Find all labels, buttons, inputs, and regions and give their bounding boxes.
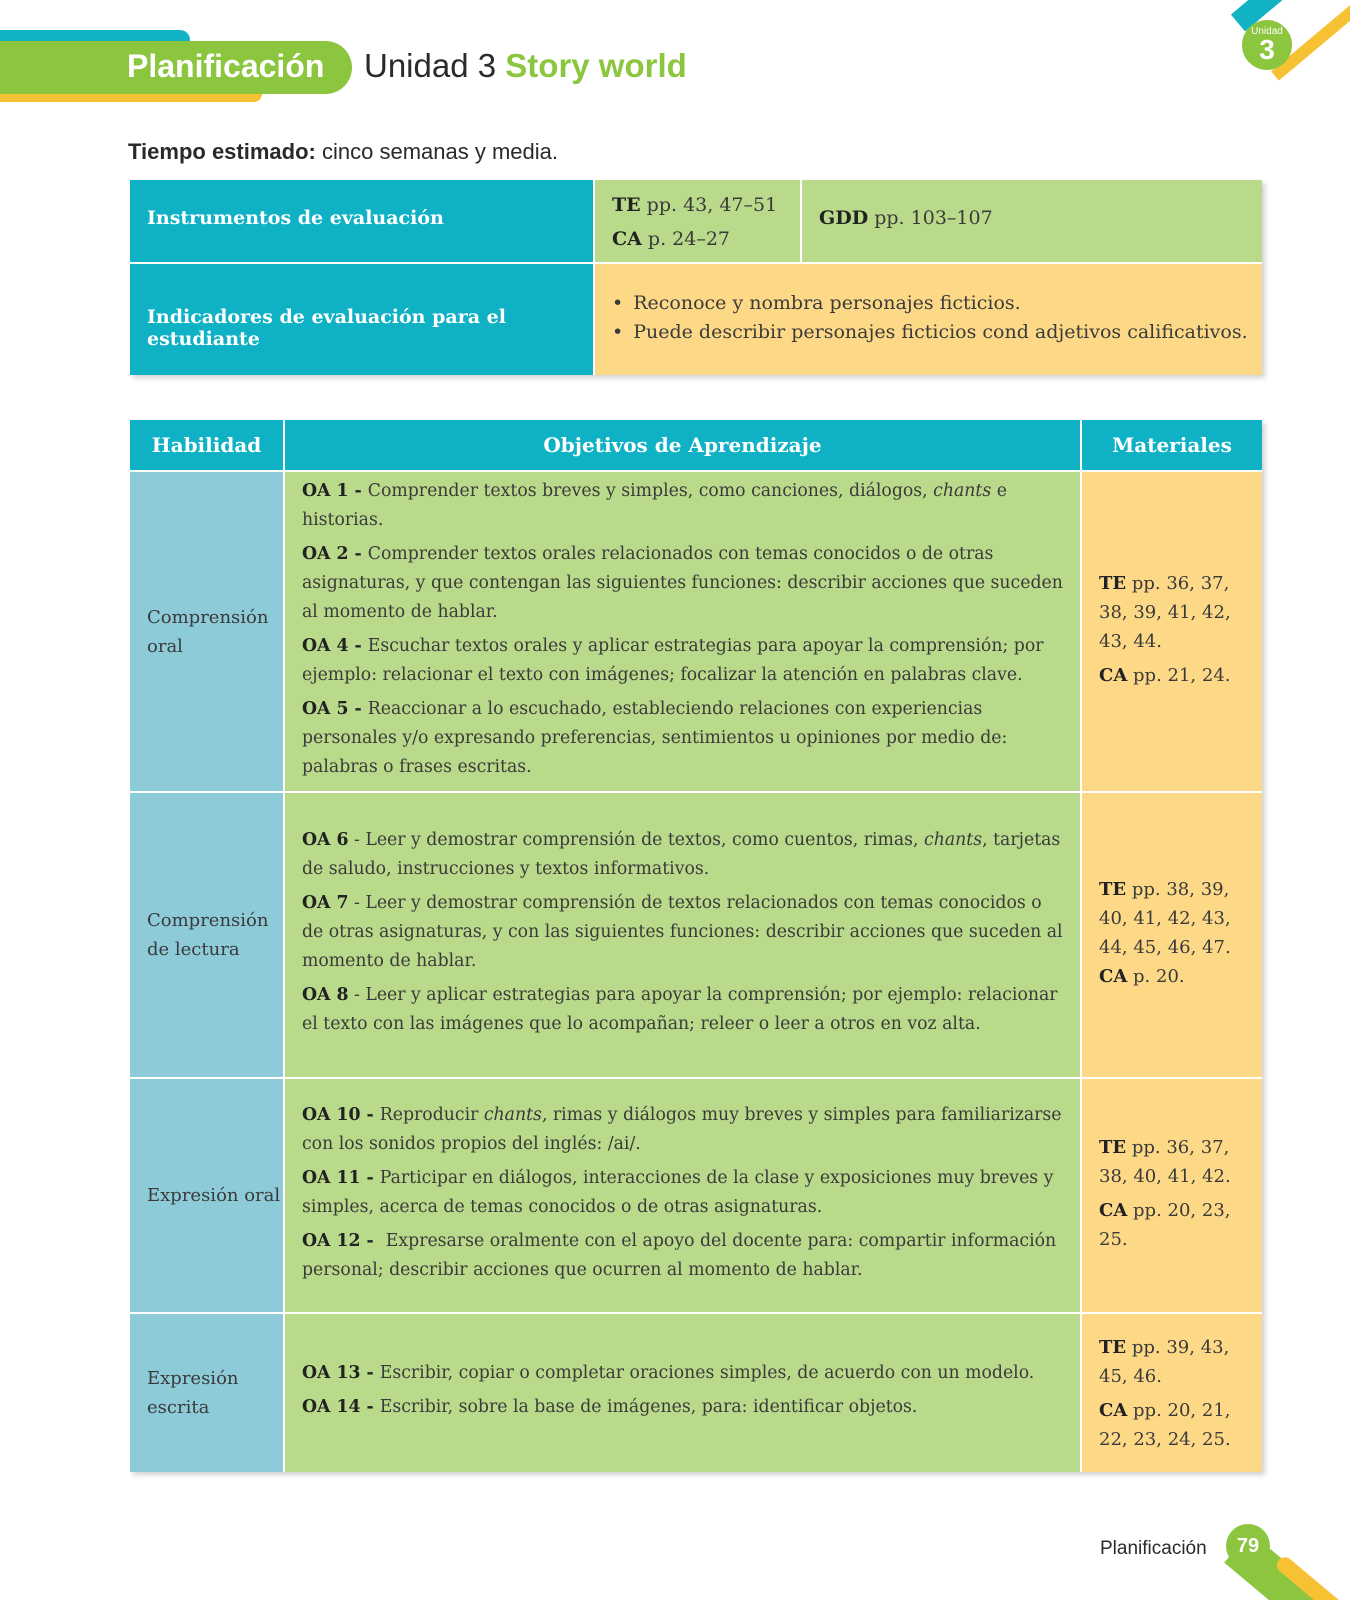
material-item: CA pp. 20, 21, 22, 23, 24, 25. bbox=[1099, 1399, 1231, 1450]
unit-name: Story world bbox=[505, 47, 687, 84]
ca-line bbox=[612, 222, 783, 256]
estimated-time-label: Tiempo estimado: bbox=[128, 139, 316, 164]
planning-table bbox=[130, 420, 1262, 1472]
te-code: TE bbox=[612, 194, 641, 216]
objectives-cell bbox=[285, 472, 1080, 791]
skill-cell bbox=[130, 1079, 283, 1312]
skill-label: Comprensión bbox=[147, 910, 269, 931]
instruments-gdd bbox=[802, 180, 1262, 262]
ca-code: CA bbox=[612, 228, 642, 250]
material-item: TE pp. 39, 43, 45, 46. bbox=[1099, 1336, 1230, 1387]
badge-label: Unidad bbox=[1251, 26, 1283, 37]
materials-cell bbox=[1082, 472, 1262, 791]
objective-item: OA 5 - Reaccionar a lo escuchado, estableciendo relaciones con experiencias personales y/o expresando preferencias, sentimientos u opiniones por medio de: palabras o frases escritas. bbox=[302, 698, 1008, 777]
objective-item: OA 13 - Escribir, copiar o completar oraciones simples, de acuerdo con un modelo. bbox=[302, 1363, 1035, 1383]
material-item: TE pp. 36, 37, 38, 39, 41, 42, 43, 44. bbox=[1099, 572, 1231, 652]
skill-label: de lectura bbox=[147, 939, 240, 960]
section-label: Planificación bbox=[127, 48, 325, 84]
objective-item: OA 12 - Expresarse oralmente con el apoyo del docente para: compartir información personal; describir acciones que ocurren al momento de hablar. bbox=[302, 1231, 1062, 1280]
skill-label: oral bbox=[147, 635, 183, 657]
objective-item: OA 11 - Participar en diálogos, interacciones de la clase y exposiciones muy breves y simples, acerca de temas conocidos o de otras asignaturas. bbox=[302, 1168, 1054, 1217]
gdd-code: GDD bbox=[819, 207, 869, 229]
objective-item: OA 7 - Leer y demostrar comprensión de textos relacionados con temas conocidos o de otras asignaturas, y con las siguientes funciones: describir acciones que suceden al momento de hablar. bbox=[302, 893, 1063, 971]
badge-number: 3 bbox=[1259, 34, 1275, 65]
indicator-item: • Reconoce y nombra personajes ficticios. bbox=[612, 289, 1245, 318]
instruments-te-ca bbox=[595, 180, 800, 262]
footer-label: Planificación bbox=[1100, 1538, 1207, 1559]
page-number-badge bbox=[1222, 1524, 1350, 1600]
objective-item: OA 8 - Leer y aplicar estrategias para apoyar la comprensión; por ejemplo: relacionar el texto con las imágenes que lo acompañan; releer o leer a otros en voz alta. bbox=[302, 985, 1058, 1034]
skill-cell bbox=[130, 472, 283, 791]
objectives-cell bbox=[285, 793, 1080, 1077]
objective-item: OA 4 - Escuchar textos orales y aplicar estrategias para apoyar la comprensión; por ejemplo: relacionar el texto con imágenes; focalizar la atención en palabras clave. bbox=[302, 635, 1044, 685]
skill-cell bbox=[130, 1314, 283, 1472]
objective-item: OA 14 - Escribir, sobre la base de imágenes, para: identificar objetos. bbox=[302, 1397, 918, 1417]
skill-label: Expresión bbox=[147, 1368, 239, 1389]
material-item: CA pp. 20, 23, 25. bbox=[1099, 1199, 1231, 1250]
materials-cell bbox=[1082, 1314, 1262, 1472]
skill-label: escrita bbox=[147, 1397, 210, 1418]
estimated-time bbox=[128, 139, 558, 165]
skill-label: Expresión oral bbox=[147, 1185, 281, 1206]
material-item: TE pp. 38, 39, 40, 41, 42, 43, 44, 45, 46, 47. bbox=[1099, 878, 1231, 958]
skill-cell bbox=[130, 793, 283, 1077]
estimated-time-value: cinco semanas y media. bbox=[321, 139, 558, 164]
indicators-list bbox=[595, 264, 1262, 375]
objective-item: OA 10 - Reproducir chants, rimas y diálogos muy breves y simples para familiarizarse con los sonidos propios del inglés: /ai/. bbox=[302, 1105, 1062, 1154]
materials-cell bbox=[1082, 793, 1262, 1077]
unit-prefix: Unidad 3 bbox=[364, 47, 497, 84]
material-item: CA p. 20. bbox=[1099, 965, 1185, 987]
evaluation-table bbox=[130, 180, 1262, 375]
header-habilidad: Habilidad bbox=[130, 420, 283, 470]
header-objetivos: Objetivos de Aprendizaje bbox=[285, 420, 1080, 470]
instruments-label: Instrumentos de evaluación bbox=[130, 180, 593, 262]
objectives-cell bbox=[285, 1314, 1080, 1472]
gdd-pages: pp. 103–107 bbox=[874, 207, 993, 229]
skill-label: Comprensión bbox=[147, 606, 269, 628]
te-line bbox=[612, 188, 783, 222]
material-item: CA pp. 21, 24. bbox=[1099, 664, 1231, 686]
indicators-label: Indicadores de evaluación para el estudiante bbox=[130, 264, 593, 375]
unit-badge bbox=[1220, 0, 1350, 80]
materials-cell bbox=[1082, 1079, 1262, 1312]
objectives-cell bbox=[285, 1079, 1080, 1312]
unit-title bbox=[364, 44, 687, 88]
header-materiales: Materiales bbox=[1082, 420, 1262, 470]
objective-item: OA 1 - Comprender textos breves y simples, como canciones, diálogos, chants e historias. bbox=[302, 480, 1007, 530]
material-item: TE pp. 36, 37, 38, 40, 41, 42. bbox=[1099, 1136, 1231, 1187]
indicator-item: • Puede describir personajes ficticios cond adjetivos calificativos. bbox=[612, 318, 1245, 347]
ca-pages: p. 24–27 bbox=[647, 228, 731, 250]
objective-item: OA 2 - Comprender textos orales relacionados con temas conocidos o de otras asignaturas, y que contengan las siguientes funciones: describir acciones que suceden al momento de hablar. bbox=[302, 543, 1063, 622]
te-pages: pp. 43, 47–51 bbox=[646, 194, 778, 216]
page-number: 79 bbox=[1236, 1535, 1260, 1557]
objective-item: OA 6 - Leer y demostrar comprensión de textos, como cuentos, rimas, chants, tarjetas de saludo, instrucciones y textos informativos. bbox=[302, 830, 1061, 879]
